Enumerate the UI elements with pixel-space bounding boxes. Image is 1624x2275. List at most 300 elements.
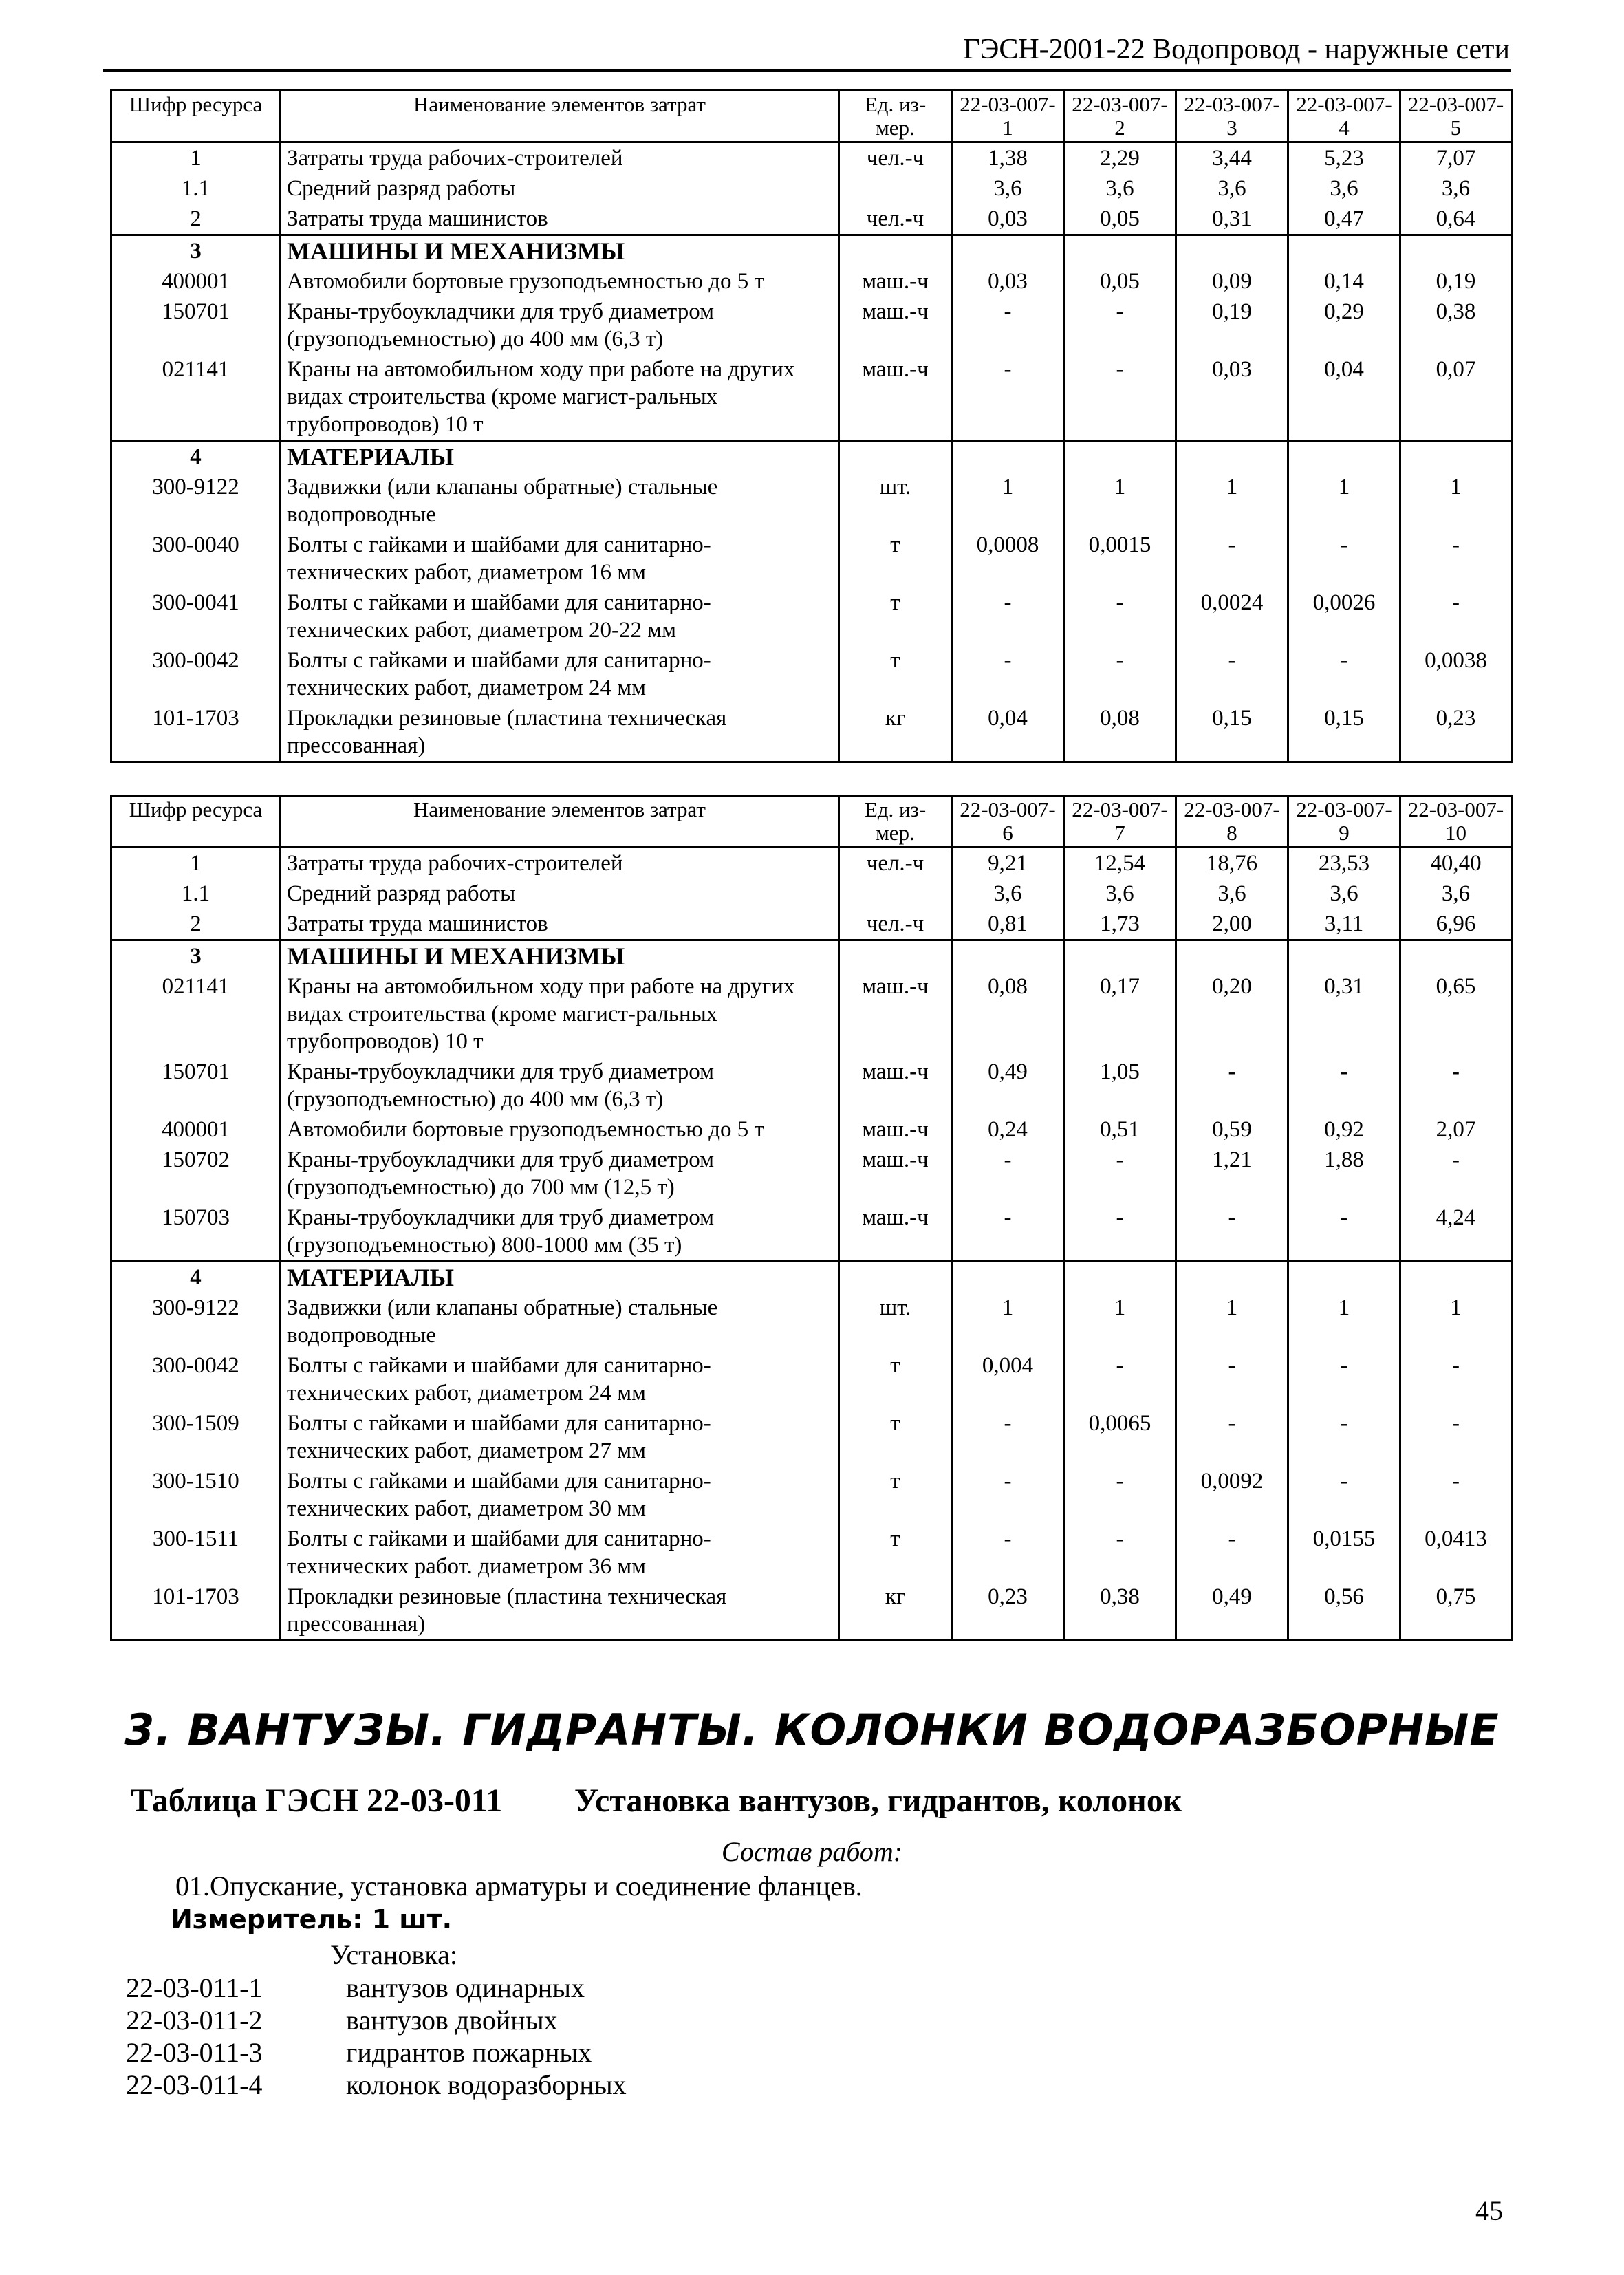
- resource-value: 0,0413: [1400, 1524, 1512, 1582]
- header-col-2: 22-03-007-7: [1064, 796, 1176, 848]
- group-name: МАШИНЫ И МЕХАНИЗМЫ: [281, 940, 839, 972]
- resource-name: Краны-трубоукладчики для труб диаметром (грузоподъемностью) до 400 мм (6,3 т): [281, 1057, 839, 1114]
- resource-value: 3,6: [1064, 173, 1176, 204]
- resource-name: Задвижки (или клапаны обратные) стальные водопроводные: [281, 472, 839, 530]
- table-header-row: [111, 91, 1512, 142]
- resource-value: 1: [952, 1293, 1064, 1350]
- resource-value: 1,38: [952, 142, 1064, 174]
- sostav-label: Состав работ:: [721, 1836, 903, 1867]
- resource-value: 0,0155: [1288, 1524, 1400, 1582]
- resource-unit: кг: [839, 703, 952, 762]
- group-empty-cell: [952, 235, 1064, 267]
- item-code: 22-03-011-1: [126, 1972, 263, 2003]
- table-row: [111, 354, 1512, 441]
- group-code: 3: [111, 235, 281, 267]
- resource-value: -: [1400, 1350, 1512, 1408]
- resource-value: 3,6: [1176, 878, 1288, 909]
- resource-code: 150702: [111, 1145, 281, 1203]
- resource-value: -: [952, 1145, 1064, 1203]
- resource-value: 7,07: [1400, 142, 1512, 174]
- resource-value: -: [1064, 645, 1176, 703]
- resource-value: -: [1400, 587, 1512, 645]
- resource-value: 1,21: [1176, 1145, 1288, 1203]
- table-caption-line: [131, 1782, 1182, 1820]
- resource-value: 1: [952, 472, 1064, 530]
- resource-value: -: [1288, 1408, 1400, 1466]
- resource-unit: маш.-ч: [839, 1114, 952, 1145]
- resource-value: 0,03: [952, 266, 1064, 296]
- resource-unit: т: [839, 1350, 952, 1408]
- header-col-1: 22-03-007-1: [952, 91, 1064, 142]
- resource-unit: чел.-ч: [839, 204, 952, 235]
- resource-value: -: [1064, 1524, 1176, 1582]
- resource-code: 400001: [111, 1114, 281, 1145]
- resource-code: 300-1511: [111, 1524, 281, 1582]
- resource-value: -: [1400, 530, 1512, 587]
- resource-value: -: [1176, 1057, 1288, 1114]
- resource-value: 0,0015: [1064, 530, 1176, 587]
- resource-value: 0,47: [1288, 204, 1400, 235]
- table-row: [111, 1203, 1512, 1262]
- resource-value: -: [1400, 1145, 1512, 1203]
- measure-unit: Измеритель: 1 шт.: [171, 1904, 453, 1934]
- group-empty-cell: [1400, 235, 1512, 267]
- resource-value: 0,0092: [1176, 1466, 1288, 1524]
- resource-value: -: [1176, 1203, 1288, 1262]
- resource-unit: маш.-ч: [839, 1145, 952, 1203]
- resource-value: 0,29: [1288, 296, 1400, 354]
- resource-value: -: [1288, 1350, 1400, 1408]
- group-empty-cell: [1288, 441, 1400, 473]
- resource-value: -: [952, 1408, 1064, 1466]
- resource-value: -: [952, 296, 1064, 354]
- resource-value: -: [1400, 1408, 1512, 1466]
- resource-value: -: [1176, 1408, 1288, 1466]
- table-caption-title: Установка вантузов, гидрантов, колонок: [574, 1782, 1182, 1819]
- resource-code: 150703: [111, 1203, 281, 1262]
- group-name: МАТЕРИАЛЫ: [281, 441, 839, 473]
- header-rule: [103, 69, 1511, 72]
- table-row: [111, 587, 1512, 645]
- resource-value: 0,05: [1064, 266, 1176, 296]
- resource-value: 0,07: [1400, 354, 1512, 441]
- group-empty-cell: [952, 1262, 1064, 1293]
- header-code: Шифр ресурса: [111, 796, 281, 848]
- resource-value: 1: [1064, 1293, 1176, 1350]
- resource-value: 0,03: [952, 204, 1064, 235]
- resource-value: -: [1176, 645, 1288, 703]
- group-header-row: [111, 441, 1512, 473]
- header-col-3: 22-03-007-3: [1176, 91, 1288, 142]
- resource-value: -: [952, 1524, 1064, 1582]
- resource-value: -: [1064, 1350, 1176, 1408]
- resource-code: 021141: [111, 354, 281, 441]
- group-empty-cell: [1288, 1262, 1400, 1293]
- table-row: [111, 472, 1512, 530]
- table-header-row: [111, 796, 1512, 848]
- resource-value: 1: [1400, 472, 1512, 530]
- resource-name: Прокладки резиновые (пластина техническая прессованная): [281, 1582, 839, 1641]
- resource-unit: т: [839, 645, 952, 703]
- resource-code: 150701: [111, 296, 281, 354]
- group-empty-cell: [952, 441, 1064, 473]
- item-name: вантузов одинарных: [346, 1972, 585, 2003]
- resource-code: 1: [111, 848, 281, 879]
- header-col-3: 22-03-007-8: [1176, 796, 1288, 848]
- resource-value: -: [1288, 645, 1400, 703]
- resource-value: 0,0024: [1176, 587, 1288, 645]
- table-row: [111, 848, 1512, 879]
- resource-value: 0,15: [1288, 703, 1400, 762]
- resource-value: 0,08: [1064, 703, 1176, 762]
- resource-unit: маш.-ч: [839, 1203, 952, 1262]
- resource-value: 1,05: [1064, 1057, 1176, 1114]
- resource-value: -: [1064, 1203, 1176, 1262]
- table-row: [111, 878, 1512, 909]
- resource-unit: маш.-ч: [839, 354, 952, 441]
- table-row: [111, 296, 1512, 354]
- resource-value: 1,88: [1288, 1145, 1400, 1203]
- group-code: 3: [111, 940, 281, 972]
- resource-code: 2: [111, 909, 281, 940]
- header-code: Шифр ресурса: [111, 91, 281, 142]
- resource-value: 0,05: [1064, 204, 1176, 235]
- resource-unit: маш.-ч: [839, 971, 952, 1057]
- group-header-row: [111, 940, 1512, 972]
- resource-value: 0,0038: [1400, 645, 1512, 703]
- resource-value: 0,04: [952, 703, 1064, 762]
- resource-value: -: [1064, 587, 1176, 645]
- resource-value: -: [1064, 1466, 1176, 1524]
- resource-name: Затраты труда рабочих-строителей: [281, 142, 839, 174]
- resource-name: Краны-трубоукладчики для труб диаметром (грузоподъемностью) до 700 мм (12,5 т): [281, 1145, 839, 1203]
- resource-value: 0,0026: [1288, 587, 1400, 645]
- resource-value: 3,6: [1176, 173, 1288, 204]
- resource-value: 2,07: [1400, 1114, 1512, 1145]
- resource-value: -: [952, 1466, 1064, 1524]
- group-empty-cell: [1176, 1262, 1288, 1293]
- table-row: [111, 1582, 1512, 1641]
- resource-value: 12,54: [1064, 848, 1176, 879]
- group-empty-cell: [839, 441, 952, 473]
- resource-name: Болты с гайками и шайбами для санитарно-технических работ, диаметром 30 мм: [281, 1466, 839, 1524]
- resource-code: 300-0042: [111, 1350, 281, 1408]
- resource-name: Прокладки резиновые (пластина техническая прессованная): [281, 703, 839, 762]
- resource-unit: шт.: [839, 1293, 952, 1350]
- group-empty-cell: [1176, 235, 1288, 267]
- group-empty-cell: [1400, 1262, 1512, 1293]
- resource-value: -: [1176, 530, 1288, 587]
- resource-value: -: [1400, 1057, 1512, 1114]
- resource-code: 300-0041: [111, 587, 281, 645]
- resource-value: 23,53: [1288, 848, 1400, 879]
- resource-name: Краны-трубоукладчики для труб диаметром (грузоподъемностью) до 400 мм (6,3 т): [281, 296, 839, 354]
- item-name: гидрантов пожарных: [346, 2037, 592, 2068]
- resource-code: 1: [111, 142, 281, 174]
- running-header: ГЭСН-2001-22 Водопровод - наружные сети: [963, 34, 1510, 65]
- resource-value: -: [1176, 1524, 1288, 1582]
- resource-name: Болты с гайками и шайбами для санитарно-технических работ, диаметром 24 мм: [281, 645, 839, 703]
- resource-value: 2,00: [1176, 909, 1288, 940]
- resource-code: 2: [111, 204, 281, 235]
- resource-value: 0,64: [1400, 204, 1512, 235]
- table-row: [111, 173, 1512, 204]
- resource-value: 0,23: [1400, 703, 1512, 762]
- resource-value: 0,24: [952, 1114, 1064, 1145]
- header-unit: Ед. из-мер.: [839, 91, 952, 142]
- group-empty-cell: [1064, 940, 1176, 972]
- resource-value: 0,56: [1288, 1582, 1400, 1641]
- resource-value: 0,03: [1176, 354, 1288, 441]
- resource-value: 1: [1176, 472, 1288, 530]
- resource-code: 300-0040: [111, 530, 281, 587]
- item-code: 22-03-011-3: [126, 2037, 263, 2068]
- resource-unit: [839, 173, 952, 204]
- resource-unit: т: [839, 1466, 952, 1524]
- resource-code: 300-1509: [111, 1408, 281, 1466]
- group-empty-cell: [1400, 441, 1512, 473]
- resource-unit: чел.-ч: [839, 142, 952, 174]
- item-name: колонок водоразборных: [346, 2069, 627, 2100]
- table-row: [111, 971, 1512, 1057]
- resource-name: Болты с гайками и шайбами для санитарно-технических работ, диаметром 27 мм: [281, 1408, 839, 1466]
- group-empty-cell: [1400, 940, 1512, 972]
- resource-value: -: [952, 587, 1064, 645]
- header-col-4: 22-03-007-9: [1288, 796, 1400, 848]
- resource-code: 400001: [111, 266, 281, 296]
- item-code: 22-03-011-2: [126, 2005, 263, 2036]
- resource-value: 0,09: [1176, 266, 1288, 296]
- group-code: 4: [111, 1262, 281, 1293]
- header-col-4: 22-03-007-4: [1288, 91, 1400, 142]
- resource-value: 0,92: [1288, 1114, 1400, 1145]
- resource-unit: маш.-ч: [839, 1057, 952, 1114]
- group-empty-cell: [1288, 940, 1400, 972]
- resource-code: 1.1: [111, 878, 281, 909]
- resource-value: 0,15: [1176, 703, 1288, 762]
- installation-label: Установка:: [330, 1939, 457, 1970]
- group-empty-cell: [1176, 940, 1288, 972]
- resource-value: 3,6: [1288, 173, 1400, 204]
- resource-value: 3,6: [952, 878, 1064, 909]
- resource-value: 0,20: [1176, 971, 1288, 1057]
- resource-value: 0,19: [1400, 266, 1512, 296]
- resource-unit: чел.-ч: [839, 848, 952, 879]
- resource-value: 0,14: [1288, 266, 1400, 296]
- group-empty-cell: [952, 940, 1064, 972]
- table-row: [111, 1524, 1512, 1582]
- table-row: [111, 909, 1512, 940]
- resource-table-2: [110, 795, 1513, 1641]
- resource-value: 0,38: [1064, 1582, 1176, 1641]
- resource-value: -: [1064, 354, 1176, 441]
- resource-value: -: [952, 645, 1064, 703]
- resource-value: -: [952, 354, 1064, 441]
- resource-code: 300-9122: [111, 472, 281, 530]
- resource-name: Автомобили бортовые грузоподъемностью до 5 т: [281, 266, 839, 296]
- table-row: [111, 266, 1512, 296]
- resource-code: 021141: [111, 971, 281, 1057]
- resource-unit: [839, 878, 952, 909]
- resource-value: 4,24: [1400, 1203, 1512, 1262]
- resource-value: -: [1288, 530, 1400, 587]
- group-header-row: [111, 235, 1512, 267]
- resource-unit: чел.-ч: [839, 909, 952, 940]
- resource-code: 101-1703: [111, 1582, 281, 1641]
- table-row: [111, 645, 1512, 703]
- resource-value: -: [1064, 296, 1176, 354]
- resource-unit: кг: [839, 1582, 952, 1641]
- group-empty-cell: [1064, 235, 1176, 267]
- resource-value: 3,6: [952, 173, 1064, 204]
- table-row: [111, 1057, 1512, 1114]
- resource-name: Средний разряд работы: [281, 173, 839, 204]
- table-row: [111, 204, 1512, 235]
- group-empty-cell: [1064, 441, 1176, 473]
- group-empty-cell: [839, 235, 952, 267]
- group-empty-cell: [1288, 235, 1400, 267]
- resource-value: 0,49: [952, 1057, 1064, 1114]
- resource-value: 1: [1064, 472, 1176, 530]
- resource-value: -: [1176, 1350, 1288, 1408]
- resource-value: 3,11: [1288, 909, 1400, 940]
- group-empty-cell: [839, 1262, 952, 1293]
- header-name: Наименование элементов затрат: [281, 796, 839, 848]
- works-description: 01.Опускание, установка арматуры и соединение фланцев.: [175, 1870, 863, 1901]
- table-row: [111, 1466, 1512, 1524]
- resource-value: 0,65: [1400, 971, 1512, 1057]
- resource-value: 3,6: [1400, 878, 1512, 909]
- resource-unit: маш.-ч: [839, 296, 952, 354]
- resource-value: 0,75: [1400, 1582, 1512, 1641]
- resource-value: 40,40: [1400, 848, 1512, 879]
- resource-value: 0,08: [952, 971, 1064, 1057]
- resource-code: 300-9122: [111, 1293, 281, 1350]
- header-col-1: 22-03-007-6: [952, 796, 1064, 848]
- group-empty-cell: [1176, 441, 1288, 473]
- header-name: Наименование элементов затрат: [281, 91, 839, 142]
- resource-value: 6,96: [1400, 909, 1512, 940]
- resource-code: 1.1: [111, 173, 281, 204]
- resource-value: 0,0065: [1064, 1408, 1176, 1466]
- resource-value: -: [1064, 1145, 1176, 1203]
- resource-value: 0,17: [1064, 971, 1176, 1057]
- resource-code: 300-0042: [111, 645, 281, 703]
- resource-value: 0,0008: [952, 530, 1064, 587]
- resource-value: -: [1288, 1057, 1400, 1114]
- page-number: 45: [1475, 2195, 1503, 2226]
- resource-value: 2,29: [1064, 142, 1176, 174]
- header-col-2: 22-03-007-2: [1064, 91, 1176, 142]
- resource-value: 5,23: [1288, 142, 1400, 174]
- resource-value: 0,51: [1064, 1114, 1176, 1145]
- group-empty-cell: [1064, 1262, 1176, 1293]
- resource-name: Болты с гайками и шайбами для санитарно-технических работ, диаметром 24 мм: [281, 1350, 839, 1408]
- resource-value: 1: [1288, 1293, 1400, 1350]
- resource-value: 0,31: [1288, 971, 1400, 1057]
- resource-value: -: [1288, 1466, 1400, 1524]
- resource-name: Краны на автомобильном ходу при работе на других видах строительства (кроме магист-ральных трубопроводов) 10 т: [281, 354, 839, 441]
- resource-name: Затраты труда рабочих-строителей: [281, 848, 839, 879]
- resource-name: Краны на автомобильном ходу при работе на других видах строительства (кроме магист-ральных трубопроводов) 10 т: [281, 971, 839, 1057]
- resource-value: 3,6: [1064, 878, 1176, 909]
- resource-name: Болты с гайками и шайбами для санитарно-технических работ, диаметром 20-22 мм: [281, 587, 839, 645]
- table-row: [111, 142, 1512, 174]
- resource-name: Болты с гайками и шайбами для санитарно-технических работ. диаметром 36 мм: [281, 1524, 839, 1582]
- table-row: [111, 1408, 1512, 1466]
- resource-value: 3,44: [1176, 142, 1288, 174]
- resource-value: -: [1288, 1203, 1400, 1262]
- resource-value: -: [952, 1203, 1064, 1262]
- table-row: [111, 1145, 1512, 1203]
- resource-name: Краны-трубоукладчики для труб диаметром (грузоподъемностью) 800-1000 мм (35 т): [281, 1203, 839, 1262]
- group-code: 4: [111, 441, 281, 473]
- item-code: 22-03-011-4: [126, 2069, 263, 2100]
- table-row: [111, 1293, 1512, 1350]
- resource-value: 0,31: [1176, 204, 1288, 235]
- table-row: [111, 1114, 1512, 1145]
- resource-value: 0,38: [1400, 296, 1512, 354]
- resource-value: 18,76: [1176, 848, 1288, 879]
- resource-unit: т: [839, 530, 952, 587]
- resource-value: 0,23: [952, 1582, 1064, 1641]
- resource-name: Задвижки (или клапаны обратные) стальные водопроводные: [281, 1293, 839, 1350]
- resource-code: 300-1510: [111, 1466, 281, 1524]
- resource-value: 0,59: [1176, 1114, 1288, 1145]
- resource-value: 1: [1176, 1293, 1288, 1350]
- resource-name: Затраты труда машинистов: [281, 204, 839, 235]
- resource-value: -: [1400, 1466, 1512, 1524]
- section-title: 3. ВАНТУЗЫ. ГИДРАНТЫ. КОЛОНКИ ВОДОРАЗБОРНЫЕ: [124, 1705, 1500, 1755]
- resource-name: Автомобили бортовые грузоподъемностью до 5 т: [281, 1114, 839, 1145]
- resource-name: Затраты труда машинистов: [281, 909, 839, 940]
- resource-value: 0,49: [1176, 1582, 1288, 1641]
- resource-name: Болты с гайками и шайбами для санитарно-технических работ, диаметром 16 мм: [281, 530, 839, 587]
- resource-name: Средний разряд работы: [281, 878, 839, 909]
- resource-code: 101-1703: [111, 703, 281, 762]
- item-name: вантузов двойных: [346, 2005, 558, 2036]
- resource-value: 0,04: [1288, 354, 1400, 441]
- group-empty-cell: [839, 940, 952, 972]
- resource-value: 0,81: [952, 909, 1064, 940]
- header-unit: Ед. из-мер.: [839, 796, 952, 848]
- resource-unit: т: [839, 1524, 952, 1582]
- table-row: [111, 703, 1512, 762]
- resource-table-1: [110, 89, 1513, 763]
- table-row: [111, 1350, 1512, 1408]
- resource-unit: маш.-ч: [839, 266, 952, 296]
- group-name: МАТЕРИАЛЫ: [281, 1262, 839, 1293]
- resource-value: 9,21: [952, 848, 1064, 879]
- resource-value: 0,19: [1176, 296, 1288, 354]
- resource-unit: т: [839, 587, 952, 645]
- resource-value: 3,6: [1400, 173, 1512, 204]
- table-row: [111, 530, 1512, 587]
- resource-code: 150701: [111, 1057, 281, 1114]
- resource-value: 1,73: [1064, 909, 1176, 940]
- resource-unit: шт.: [839, 472, 952, 530]
- resource-value: 1: [1288, 472, 1400, 530]
- resource-value: 3,6: [1288, 878, 1400, 909]
- table-caption: Таблица ГЭСН 22-03-011: [131, 1782, 503, 1819]
- group-name: МАШИНЫ И МЕХАНИЗМЫ: [281, 235, 839, 267]
- header-col-5: 22-03-007-10: [1400, 796, 1512, 848]
- resource-unit: т: [839, 1408, 952, 1466]
- header-col-5: 22-03-007-5: [1400, 91, 1512, 142]
- resource-value: 0,004: [952, 1350, 1064, 1408]
- group-header-row: [111, 1262, 1512, 1293]
- resource-value: 1: [1400, 1293, 1512, 1350]
